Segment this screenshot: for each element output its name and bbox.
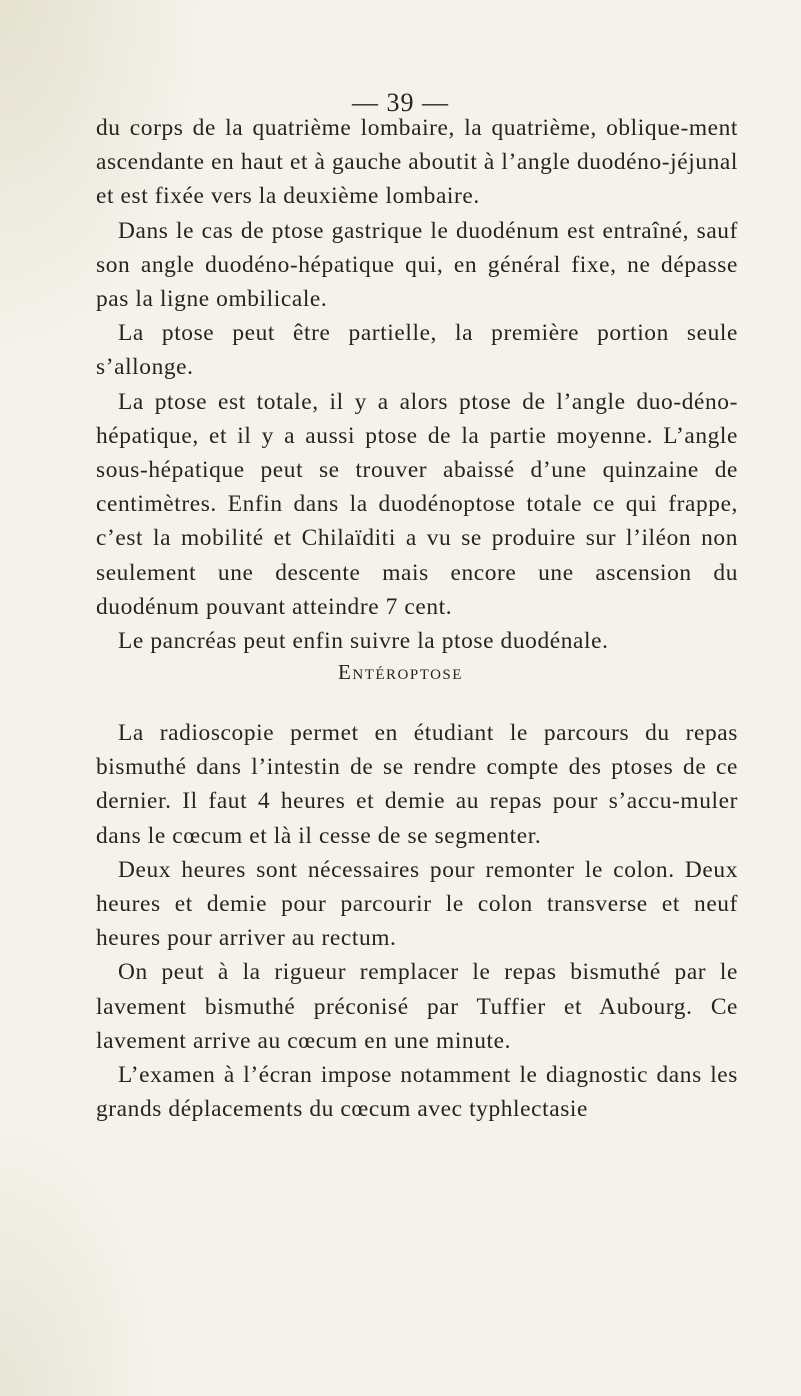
paragraph: du corps de la quatrième lombaire, la quatrième, oblique-ment ascendante en haut et à gauche aboutit à l’angle duodéno-jéjunal et est fixée vers la deuxième lombaire. [96, 115, 738, 210]
paragraph: La radioscopie permet en étudiant le parcours du repas bismuthé dans l’intestin de se rendre compte des ptoses de ce dernier. Il faut 4 heures et demie au repas pour s’accu-muler dans le cœcum et là il cesse de se segmenter. [96, 720, 738, 849]
paragraph: Le pancréas peut enfin suivre la ptose duodénale. [118, 628, 609, 655]
page-number: — 39 — [352, 88, 449, 117]
paragraph: L’examen à l’écran impose notamment le diagnostic dans les grands déplacements du cœcum avec typhlectasie [96, 1062, 738, 1123]
section-heading: Entéroptose [338, 660, 463, 684]
paragraph: La ptose peut être partielle, la première portion seule s’allonge. [96, 320, 738, 381]
paragraph: Dans le cas de ptose gastrique le duodénum est entraîné, sauf son angle duodéno-hépatique qui, en général fixe, ne dépasse pas la ligne ombilicale. [96, 217, 738, 313]
text-block-top [96, 111, 738, 658]
paragraph: La ptose est totale, il y a alors ptose de l’angle duo-déno-hépatique, et il y a aussi ptose de la partie moyenne. L’angle sous-hépatique peut se trouver abaissé d’une quinzaine de centimètres. Enfin dans la duodénoptose totale ce qui frappe, c’est la mobilité et Chilaïditi a vu se produire sur l’iléon non seulement une descente mais encore une ascension du duodénum pouvant atteindre 7 cent. [96, 388, 738, 620]
paragraph: Deux heures sont nécessaires pour remonter le colon. Deux heures et demie pour parcourir le colon transverse et neuf heures pour arriver au rectum. [96, 856, 738, 952]
paragraph: On peut à la rigueur remplacer le repas bismuthé par le lavement bismuthé préconisé par Tuffier et Aubourg. Ce lavement arrive au cœcum en une minute. [96, 959, 738, 1054]
text-block-bottom [96, 716, 738, 1126]
